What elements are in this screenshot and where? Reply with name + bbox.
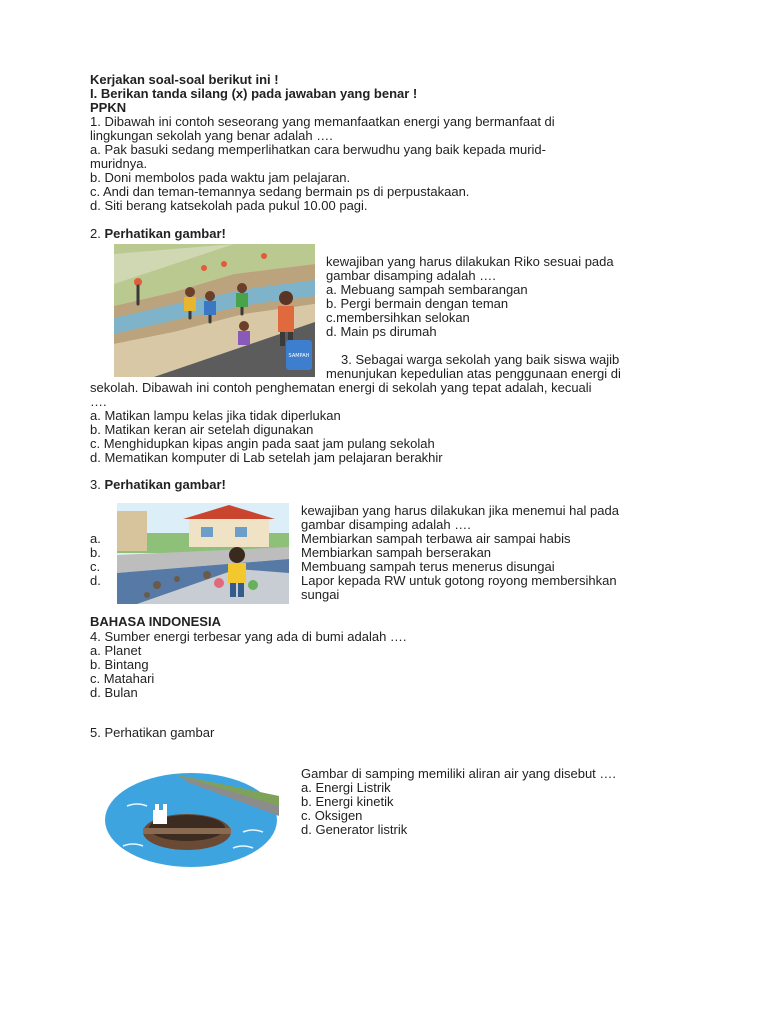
q3b-option-a: Membiarkan sampah terbawa air sampai habis (301, 531, 571, 546)
q3b-stem: kewajiban yang harus dilakukan jika menemui hal pada (301, 503, 619, 518)
q4-stem: 4. Sumber energi terbesar yang ada di bumi adalah …. (90, 629, 407, 644)
q3a-stem-cont: menunjukan kepedulian atas penggunaan energi di (326, 366, 621, 381)
q5-title: 5. Perhatikan gambar (90, 725, 215, 740)
q3b-stem-cont: gambar disamping adalah …. (301, 517, 471, 532)
q4-option-a: a. Planet (90, 643, 142, 658)
q5-stem: Gambar di samping memiliki aliran air yang disebut …. (301, 766, 617, 781)
q3a-option-a: a. Matikan lampu kelas jika tidak diperlukan (90, 408, 341, 423)
section-bahasa-indonesia: BAHASA INDONESIA (90, 614, 221, 629)
q1-option-b: b. Doni membolos pada waktu jam pelajaran. (90, 170, 351, 185)
water-wheel-illustration (103, 766, 279, 869)
q1-option-d: d. Siti berang katsekolah pada pukul 10.00 pagi. (90, 198, 368, 213)
q2-stem: kewajiban yang harus dilakukan Riko sesuai pada (326, 254, 614, 269)
q3b-option-d: Lapor kepada RW untuk gotong royong membersihkan (301, 573, 617, 588)
q2-title: Perhatikan gambar! (104, 226, 226, 241)
q2-option-a: a. Mebuang sampah sembarangan (326, 282, 528, 297)
q3b-letter-c: c. (90, 559, 101, 574)
instruction-title: Kerjakan soal-soal berikut ini ! (90, 72, 279, 87)
q3b-option-b: Membiarkan sampah berserakan (301, 545, 492, 560)
polluted-river-illustration (117, 503, 289, 604)
q3b-heading (90, 478, 226, 492)
q3b-letter-b: b. (90, 545, 101, 560)
q3a-stem-cont3: …. (90, 394, 107, 409)
q3b-title: Perhatikan gambar! (104, 477, 226, 492)
q2-stem-cont: gambar disamping adalah …. (326, 268, 496, 283)
section-ppkn: PPKN (90, 100, 127, 115)
q2-option-c: c.membersihkan selokan (326, 310, 470, 325)
q2-number: 2. (90, 226, 105, 241)
q4-option-c: c. Matahari (90, 671, 155, 686)
q5-option-c: c. Oksigen (301, 808, 363, 823)
q1-stem-cont: lingkungan sekolah yang benar adalah …. (90, 128, 333, 143)
q3a-option-d: d. Mematikan komputer di Lab setelah jam pelajaran berakhir (90, 450, 443, 465)
q5-option-b: b. Energi kinetik (301, 794, 394, 809)
q3a-option-c: c. Menghidupkan kipas angin pada saat jam pulang sekolah (90, 436, 435, 451)
cleaning-gutter-illustration (114, 244, 315, 377)
q2-option-d: d. Main ps dirumah (326, 324, 437, 339)
q3a-stem-cont2: sekolah. Dibawah ini contoh penghematan energi di sekolah yang tepat adalah, kecuali (90, 380, 592, 395)
q5-option-d: d. Generator listrik (301, 822, 408, 837)
q3b-number: 3. (90, 477, 105, 492)
q4-option-b: b. Bintang (90, 657, 149, 672)
q1-option-a-cont: muridnya. (90, 156, 148, 171)
q3b-letter-a: a. (90, 531, 101, 546)
q1-stem: 1. Dibawah ini contoh seseorang yang memanfaatkan energi yang bermanfaat di (90, 114, 555, 129)
q3b-option-d-cont: sungai (301, 587, 340, 602)
q1-option-c: c. Andi dan teman-temannya sedang bermain ps di perpustakaan. (90, 184, 470, 199)
q3a-option-b: b. Matikan keran air setelah digunakan (90, 422, 314, 437)
q2-option-b: b. Pergi bermain dengan teman (326, 296, 509, 311)
q3a-stem: 3. Sebagai warga sekolah yang baik siswa wajib (341, 352, 620, 367)
q2-heading (90, 227, 226, 241)
q4-option-d: d. Bulan (90, 685, 138, 700)
q1-option-a: a. Pak basuki sedang memperlihatkan cara berwudhu yang baik kepada murid- (90, 142, 546, 157)
q3b-option-c: Membuang sampah terus menerus disungai (301, 559, 555, 574)
trash-bin-label: SAMPAH (288, 353, 310, 359)
q3b-letter-d: d. (90, 573, 101, 588)
instruction-subtitle: I. Berikan tanda silang (x) pada jawaban yang benar ! (90, 86, 418, 101)
q5-option-a: a. Energi Listrik (301, 780, 391, 795)
